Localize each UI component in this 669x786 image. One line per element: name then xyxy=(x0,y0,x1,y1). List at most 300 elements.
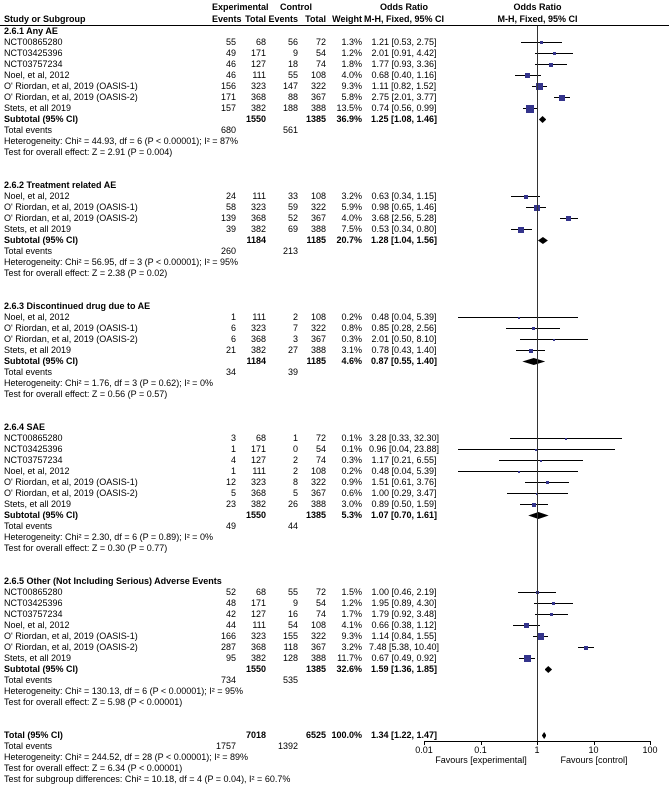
spacer-cell xyxy=(236,675,266,686)
weight-cell: 36.9% xyxy=(336,114,362,124)
control-total-cell: 322 xyxy=(310,202,326,212)
table-header xyxy=(0,0,669,26)
study-name: O' Riordan, et al, 2019 (OASIS-1) xyxy=(4,323,138,333)
experimental-events-cell: 287 xyxy=(220,642,236,652)
heterogeneity-row xyxy=(0,257,669,268)
control-total-cell: 108 xyxy=(310,70,326,80)
experimental-events-cell: 24 xyxy=(225,191,236,201)
spacer-cell xyxy=(236,741,266,752)
control-events-cell xyxy=(266,510,298,521)
odds-ratio-ci-text: 1.00 [0.29, 3.47] xyxy=(371,488,437,498)
weight-cell: 7.5% xyxy=(341,224,362,234)
odds-ratio-ci-text: 1.28 [1.04, 1.56] xyxy=(370,235,438,245)
control-group-header: Control xyxy=(280,2,312,12)
weight-cell: 1.2% xyxy=(341,598,362,608)
section-heading-row xyxy=(0,301,669,312)
summary-label: Subtotal (95% CI) xyxy=(4,235,79,245)
experimental-total-cell: 382 xyxy=(250,224,266,234)
axis-tick-label: 1 xyxy=(534,745,540,755)
section-heading: 2.6.4 SAE xyxy=(4,422,46,432)
odds-ratio-ci-text: 1.11 [0.82, 1.52] xyxy=(371,81,437,91)
effect-marker xyxy=(526,105,534,113)
odds-ratio-ci-text: 2.01 [0.50, 8.10] xyxy=(371,334,437,344)
odds-ratio-ci-text: 0.67 [0.49, 0.92] xyxy=(371,653,437,663)
experimental-total-cell: 323 xyxy=(250,631,266,641)
experimental-total-header: Total xyxy=(245,14,266,24)
odds-ratio-text-column-header: Odds Ratio xyxy=(379,2,428,12)
study-name: Noel, et al, 2012 xyxy=(4,70,70,80)
effect-marker xyxy=(550,613,553,616)
study-row xyxy=(0,224,669,235)
weight-cell: 20.7% xyxy=(336,235,362,245)
study-name: Stets, et all 2019 xyxy=(4,224,72,234)
heterogeneity-row xyxy=(0,136,669,147)
study-row xyxy=(0,499,669,510)
summary-label: Subtotal (95% CI) xyxy=(4,510,79,520)
weight-cell: 1.7% xyxy=(341,609,362,619)
subgroup-differences-row-text: Test for subgroup differences: Chi² = 10.18, df = 4 (P = 0.04), I² = 60.7% xyxy=(4,774,291,784)
odds-ratio-ci-text: 1.77 [0.93, 3.36] xyxy=(371,59,437,69)
odds-ratio-ci-text: 0.78 [0.43, 1.40] xyxy=(371,345,437,355)
study-name: O' Riordan, et al, 2019 (OASIS-1) xyxy=(4,202,138,212)
odds-ratio-ci-text: 0.66 [0.38, 1.12] xyxy=(371,620,437,630)
study-row xyxy=(0,466,669,477)
section-heading-row xyxy=(0,180,669,191)
control-events-cell: 147 xyxy=(282,81,298,91)
experimental-total-cell: 68 xyxy=(255,433,266,443)
experimental-events-cell xyxy=(212,356,236,367)
overall-effect-row-text: Test for overall effect: Z = 0.30 (P = 0.77) xyxy=(4,543,168,553)
experimental-total-cell: 171 xyxy=(250,598,266,608)
overall-effect-row xyxy=(0,268,669,279)
odds-ratio-ci-text: 1.25 [1.08, 1.46] xyxy=(370,114,438,124)
experimental-total-cell: 1550 xyxy=(245,114,266,124)
subtotal-row xyxy=(0,664,669,675)
study-row xyxy=(0,48,669,59)
experimental-total-cell: 323 xyxy=(250,202,266,212)
experimental-events-cell: 139 xyxy=(220,213,236,223)
summary-label: Subtotal (95% CI) xyxy=(4,356,79,366)
control-total-cell: 322 xyxy=(310,81,326,91)
experimental-events-cell: 46 xyxy=(225,70,236,80)
experimental-total-cell: 368 xyxy=(250,642,266,652)
section-heading-row xyxy=(0,576,669,587)
overall-effect-row-text: Test for overall effect: Z = 6.34 (P < 0.00001) xyxy=(4,763,183,773)
odds-ratio-ci-text: 0.85 [0.28, 2.56] xyxy=(371,323,437,333)
weight-cell: 5.9% xyxy=(341,202,362,212)
odds-ratio-ci-text: 3.68 [2.56, 5.28] xyxy=(371,213,437,223)
control-events-cell xyxy=(266,235,298,246)
experimental-total-cell: 68 xyxy=(255,37,266,47)
study-row xyxy=(0,323,669,334)
study-name: Noel, et al, 2012 xyxy=(4,620,70,630)
control-total-cell: 367 xyxy=(310,92,326,102)
study-name: NCT03425396 xyxy=(4,444,63,454)
experimental-total-cell: 127 xyxy=(250,455,266,465)
odds-ratio-ci-text: 1.17 [0.21, 6.55] xyxy=(371,455,437,465)
overall-effect-row xyxy=(0,389,669,400)
study-name: Noel, et al, 2012 xyxy=(4,191,70,201)
control-events-cell xyxy=(266,356,298,367)
experimental-events-sum: 49 xyxy=(225,521,236,531)
experimental-total-cell: 127 xyxy=(250,59,266,69)
study-name: O' Riordan, et al, 2019 (OASIS-2) xyxy=(4,92,138,102)
weight-cell: 9.3% xyxy=(341,81,362,91)
study-name: NCT03757234 xyxy=(4,455,63,465)
study-row xyxy=(0,477,669,488)
weight-cell: 1.3% xyxy=(341,37,362,47)
weight-cell: 0.3% xyxy=(341,455,362,465)
overall-effect-row-text: Test for overall effect: Z = 5.98 (P < 0.00001) xyxy=(4,697,183,707)
control-total-cell: 6525 xyxy=(305,730,326,740)
weight-cell: 0.6% xyxy=(341,488,362,498)
effect-marker xyxy=(552,602,555,605)
control-total-cell: 54 xyxy=(315,48,326,58)
control-events-cell: 55 xyxy=(287,70,298,80)
summary-diamond xyxy=(528,512,548,519)
section-heading: 2.6.1 Any AE xyxy=(4,26,58,36)
weight-cell: 4.0% xyxy=(341,70,362,80)
odds-ratio-ci-text: 1.21 [0.53, 2.75] xyxy=(371,37,437,47)
section-gap xyxy=(0,279,669,301)
study-name: O' Riordan, et al, 2019 (OASIS-1) xyxy=(4,477,138,487)
experimental-events-cell: 46 xyxy=(225,59,236,69)
effect-marker xyxy=(518,227,524,233)
experimental-events-sum: 260 xyxy=(220,246,236,256)
control-events-cell: 33 xyxy=(287,191,298,201)
experimental-events-cell: 48 xyxy=(225,598,236,608)
study-row xyxy=(0,345,669,356)
study-row xyxy=(0,433,669,444)
experimental-events-cell: 42 xyxy=(225,609,236,619)
study-name: Noel, et al, 2012 xyxy=(4,312,70,322)
study-row xyxy=(0,488,669,499)
experimental-events-cell: 95 xyxy=(225,653,236,663)
control-total-cell: 72 xyxy=(315,37,326,47)
control-total-cell: 1385 xyxy=(305,510,326,520)
summary-diamond xyxy=(545,666,553,673)
experimental-group-header: Experimental xyxy=(212,2,269,12)
weight-cell: 3.2% xyxy=(341,191,362,201)
experimental-events-cell: 44 xyxy=(225,620,236,630)
experimental-events-cell xyxy=(212,664,236,675)
axis-tick-label: 10 xyxy=(588,745,599,755)
subtotal-row xyxy=(0,510,669,521)
study-row xyxy=(0,609,669,620)
experimental-events-cell: 23 xyxy=(225,499,236,509)
effect-marker xyxy=(532,503,536,507)
heterogeneity-row-text: Heterogeneity: Chi² = 130.13, df = 6 (P < 0.00001); I² = 95% xyxy=(4,686,243,696)
experimental-events-cell: 1 xyxy=(230,466,236,476)
experimental-events-cell: 39 xyxy=(225,224,236,234)
summary-diamond xyxy=(522,358,545,365)
forest-rows xyxy=(0,26,669,785)
odds-ratio-ci-text: 0.96 [0.04, 23.88] xyxy=(368,444,440,454)
study-row xyxy=(0,620,669,631)
control-total-header: Total xyxy=(305,14,326,24)
control-events-sum: 44 xyxy=(287,521,298,531)
control-total-cell: 322 xyxy=(310,477,326,487)
no-effect-center-line xyxy=(537,26,538,741)
control-events-cell: 118 xyxy=(283,642,298,652)
control-events-cell: 59 xyxy=(287,202,298,212)
odds-ratio-ci-text: 0.68 [0.40, 1.16] xyxy=(371,70,437,80)
effect-marker xyxy=(518,471,520,473)
effect-marker xyxy=(566,216,571,221)
control-total-cell: 1385 xyxy=(305,114,326,124)
study-name: O' Riordan, et al, 2019 (OASIS-2) xyxy=(4,213,138,223)
experimental-total-cell: 111 xyxy=(252,620,266,630)
study-name: NCT03425396 xyxy=(4,48,63,58)
study-name: NCT03425396 xyxy=(4,598,63,608)
experimental-events-cell: 6 xyxy=(230,334,236,344)
experimental-events-cell: 58 xyxy=(225,202,236,212)
experimental-events-cell: 3 xyxy=(230,433,236,443)
weight-cell: 0.8% xyxy=(341,323,362,333)
study-name: NCT03757234 xyxy=(4,59,63,69)
experimental-events-sum: 34 xyxy=(225,367,236,377)
study-name: Stets, et all 2019 xyxy=(4,103,72,113)
summary-diamond xyxy=(538,237,548,244)
experimental-total-cell: 171 xyxy=(250,48,266,58)
study-row xyxy=(0,334,669,345)
weight-cell: 3.2% xyxy=(341,642,362,652)
experimental-events-cell: 55 xyxy=(225,37,236,47)
control-events-cell: 188 xyxy=(282,103,298,113)
control-total-cell: 74 xyxy=(315,609,326,619)
control-total-cell: 322 xyxy=(310,323,326,333)
experimental-events-cell: 52 xyxy=(225,587,236,597)
experimental-events-cell: 1 xyxy=(230,312,236,322)
study-row xyxy=(0,444,669,455)
total-row xyxy=(0,730,669,741)
control-events-cell: 2 xyxy=(292,466,298,476)
weight-cell: 3.0% xyxy=(341,499,362,509)
subtotal-row xyxy=(0,356,669,367)
heterogeneity-row-text: Heterogeneity: Chi² = 44.93, df = 6 (P < 0.00001); I² = 87% xyxy=(4,136,238,146)
spacer-cell xyxy=(236,246,266,257)
weight-cell: 0.1% xyxy=(341,433,362,443)
control-events-sum: 561 xyxy=(282,125,298,135)
experimental-total-cell: 127 xyxy=(250,609,266,619)
study-row xyxy=(0,213,669,224)
effect-marker xyxy=(540,41,543,44)
odds-ratio-ci-text: 0.74 [0.56, 0.99] xyxy=(371,103,437,113)
study-name: O' Riordan, et al, 2019 (OASIS-2) xyxy=(4,488,138,498)
effect-marker xyxy=(532,327,535,330)
study-row xyxy=(0,81,669,92)
control-total-cell: 388 xyxy=(310,653,326,663)
weight-cell: 11.7% xyxy=(337,653,362,663)
effect-marker xyxy=(529,349,533,353)
control-total-cell: 367 xyxy=(310,334,326,344)
effect-marker xyxy=(565,438,567,440)
weight-cell: 1.8% xyxy=(341,59,362,69)
experimental-total-cell: 368 xyxy=(250,92,266,102)
total-events-label: Total events xyxy=(4,521,53,531)
study-row xyxy=(0,631,669,642)
odds-ratio-ci-text: 2.01 [0.91, 4.42] xyxy=(371,48,437,58)
study-name: Stets, et all 2019 xyxy=(4,499,72,509)
control-events-cell: 1 xyxy=(292,433,298,443)
experimental-events-cell xyxy=(212,730,236,741)
control-events-cell: 26 xyxy=(287,499,298,509)
experimental-events-cell: 157 xyxy=(220,103,236,113)
effect-marker xyxy=(584,646,588,650)
summary-label: Total (95% CI) xyxy=(4,730,63,740)
heterogeneity-row xyxy=(0,686,669,697)
experimental-events-cell: 6 xyxy=(230,323,236,333)
control-events-cell xyxy=(266,730,298,741)
spacer-cell xyxy=(236,125,266,136)
experimental-total-cell: 1184 xyxy=(246,235,266,245)
total-events-label: Total events xyxy=(4,675,53,685)
control-total-cell: 388 xyxy=(310,224,326,234)
control-events-cell: 155 xyxy=(282,631,298,641)
section-heading: 2.6.3 Discontinued drug due to AE xyxy=(4,301,151,311)
odds-ratio-ci-text: 1.14 [0.84, 1.55] xyxy=(371,631,437,641)
weight-cell: 0.1% xyxy=(341,444,362,454)
favours-right-label: Favours [control] xyxy=(560,755,628,765)
study-name: O' Riordan, et al, 2019 (OASIS-1) xyxy=(4,81,138,91)
effect-marker xyxy=(518,317,520,319)
study-row xyxy=(0,59,669,70)
section-heading-row xyxy=(0,26,669,37)
heterogeneity-row-text: Heterogeneity: Chi² = 56.95, df = 3 (P < 0.00001); I² = 95% xyxy=(4,257,238,267)
weight-cell: 0.9% xyxy=(341,477,362,487)
control-events-cell: 9 xyxy=(292,598,298,608)
control-total-cell: 367 xyxy=(310,642,326,652)
weight-cell: 0.2% xyxy=(341,312,362,322)
section-heading: 2.6.2 Treatment related AE xyxy=(4,180,117,190)
experimental-total-cell: 7018 xyxy=(245,730,266,740)
odds-ratio-ci-text: 0.53 [0.34, 0.80] xyxy=(371,224,437,234)
effect-marker xyxy=(524,195,528,199)
study-row xyxy=(0,455,669,466)
section-gap xyxy=(0,554,669,576)
control-events-cell xyxy=(266,114,298,125)
odds-ratio-ci-text: 0.98 [0.65, 1.46] xyxy=(371,202,437,212)
odds-ratio-ci-text: 1.79 [0.92, 3.48] xyxy=(371,609,437,619)
control-events-header: Events xyxy=(268,14,298,24)
control-total-cell: 108 xyxy=(310,191,326,201)
control-events-sum: 213 xyxy=(282,246,298,256)
odds-ratio-ci-text: 1.00 [0.46, 2.19] xyxy=(371,587,437,597)
study-row xyxy=(0,312,669,323)
odds-ratio-ci-text: 2.75 [2.01, 3.77] xyxy=(371,92,437,102)
study-name: NCT00865280 xyxy=(4,587,63,597)
effect-marker xyxy=(553,339,555,341)
odds-ratio-ci-text: 0.87 [0.55, 1.40] xyxy=(370,356,438,366)
experimental-events-cell xyxy=(212,510,236,521)
experimental-total-cell: 171 xyxy=(250,444,266,454)
control-events-cell: 0 xyxy=(292,444,298,454)
weight-cell: 9.3% xyxy=(341,631,362,641)
study-row xyxy=(0,202,669,213)
study-name: NCT00865280 xyxy=(4,37,63,47)
control-total-cell: 388 xyxy=(310,345,326,355)
effect-marker xyxy=(549,63,553,67)
section-heading-row xyxy=(0,422,669,433)
method-text-header: M-H, Fixed, 95% CI xyxy=(363,14,444,24)
experimental-events-sum: 680 xyxy=(220,125,236,135)
odds-ratio-ci-text: 1.51 [0.61, 3.76] xyxy=(371,477,437,487)
heterogeneity-row-text: Heterogeneity: Chi² = 1.76, df = 3 (P = 0.62); I² = 0% xyxy=(4,378,213,388)
study-row xyxy=(0,191,669,202)
experimental-events-cell: 1 xyxy=(230,444,236,454)
experimental-events-cell: 4 xyxy=(230,455,236,465)
effect-marker xyxy=(559,95,565,101)
experimental-total-cell: 382 xyxy=(250,345,266,355)
experimental-events-cell xyxy=(212,235,236,246)
weight-header: Weight xyxy=(332,14,362,24)
control-total-cell: 388 xyxy=(310,499,326,509)
study-row xyxy=(0,653,669,664)
control-events-cell: 27 xyxy=(287,345,298,355)
experimental-total-cell: 323 xyxy=(250,81,266,91)
study-row xyxy=(0,103,669,114)
experimental-total-cell: 1184 xyxy=(246,356,266,366)
control-events-sum: 39 xyxy=(287,367,298,377)
weight-cell: 4.6% xyxy=(341,356,362,366)
weight-cell: 0.2% xyxy=(341,466,362,476)
control-events-cell: 55 xyxy=(287,587,298,597)
study-or-subgroup-header: Study or Subgroup xyxy=(4,14,86,24)
control-events-cell: 8 xyxy=(292,477,298,487)
control-events-cell: 16 xyxy=(287,609,298,619)
control-total-cell: 74 xyxy=(315,59,326,69)
study-name: Noel, et al, 2012 xyxy=(4,466,70,476)
spacer-cell xyxy=(236,367,266,378)
section-gap xyxy=(0,708,669,730)
total-events-label: Total events xyxy=(4,741,53,751)
effect-marker xyxy=(525,73,530,78)
experimental-events-cell: 166 xyxy=(220,631,236,641)
section-gap xyxy=(0,400,669,422)
study-row xyxy=(0,642,669,653)
experimental-events-sum: 1757 xyxy=(215,741,236,751)
experimental-events-cell xyxy=(212,114,236,125)
weight-cell: 13.5% xyxy=(336,103,362,113)
study-name: Stets, et all 2019 xyxy=(4,653,72,663)
control-total-cell: 322 xyxy=(310,631,326,641)
control-events-cell: 9 xyxy=(292,48,298,58)
weight-cell: 32.6% xyxy=(336,664,362,674)
control-events-cell: 18 xyxy=(287,59,298,69)
experimental-total-cell: 68 xyxy=(255,587,266,597)
study-name: NCT00865280 xyxy=(4,433,63,443)
experimental-events-cell: 21 xyxy=(225,345,236,355)
axis-tick-label: 0.01 xyxy=(415,745,433,755)
effect-marker xyxy=(546,481,549,484)
experimental-events-header: Events xyxy=(212,14,242,24)
control-total-cell: 1185 xyxy=(306,235,326,245)
total-events-row xyxy=(0,367,669,378)
overall-effect-row-text: Test for overall effect: Z = 0.56 (P = 0.57) xyxy=(4,389,168,399)
subtotal-row xyxy=(0,235,669,246)
control-total-cell: 54 xyxy=(315,444,326,454)
control-events-cell: 88 xyxy=(287,92,298,102)
control-total-cell: 72 xyxy=(315,433,326,443)
overall-effect-row-text: Test for overall effect: Z = 2.91 (P = 0.004) xyxy=(4,147,173,157)
experimental-total-cell: 368 xyxy=(250,334,266,344)
experimental-events-cell: 49 xyxy=(225,48,236,58)
total-events-row xyxy=(0,125,669,136)
control-events-cell: 7 xyxy=(292,323,298,333)
odds-ratio-ci-text: 0.63 [0.34, 1.15] xyxy=(371,191,437,201)
experimental-total-cell: 368 xyxy=(250,213,266,223)
control-events-cell: 5 xyxy=(292,488,298,498)
